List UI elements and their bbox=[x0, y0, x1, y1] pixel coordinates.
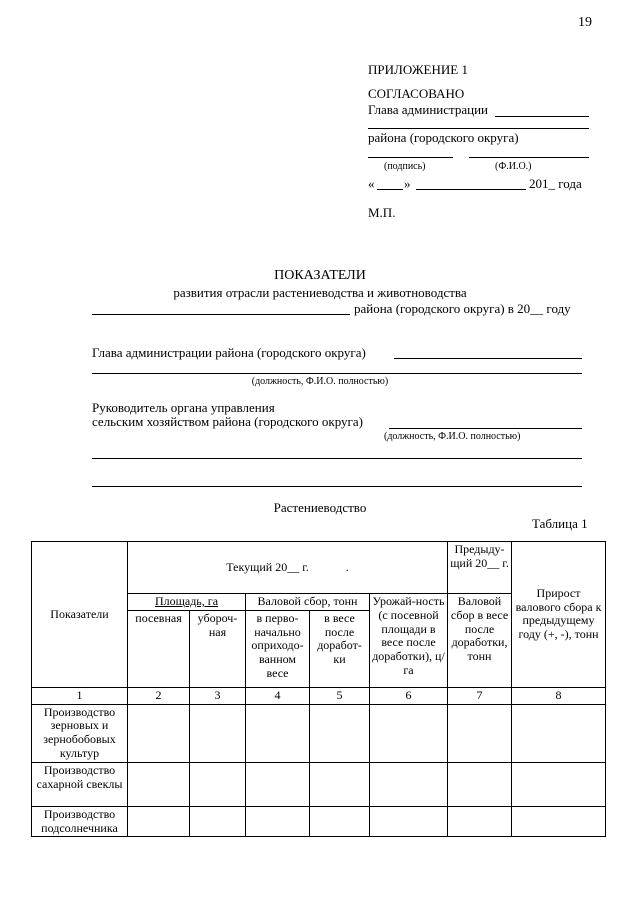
header-area-group: Площадь, га bbox=[128, 594, 246, 611]
table-cell[interactable] bbox=[370, 806, 448, 837]
col-number: 3 bbox=[190, 687, 246, 704]
col-number: 8 bbox=[512, 687, 606, 704]
table-cell[interactable] bbox=[128, 704, 190, 762]
agency-name-blank-3 bbox=[92, 486, 582, 487]
col-number: 6 bbox=[370, 687, 448, 704]
table-cell[interactable] bbox=[246, 762, 310, 806]
table-cell[interactable] bbox=[448, 762, 512, 806]
header-area-harvested: убороч-ная bbox=[190, 610, 246, 687]
district-year-label: района (городского округа) в 20__ году bbox=[354, 301, 571, 316]
date-day-blank bbox=[377, 189, 403, 190]
section-title: Растениеводство bbox=[273, 500, 367, 515]
table-row bbox=[32, 704, 606, 762]
table-cell[interactable] bbox=[128, 762, 190, 806]
table-cell[interactable] bbox=[512, 806, 606, 837]
col-number: 2 bbox=[128, 687, 190, 704]
table-cell[interactable] bbox=[448, 806, 512, 837]
head-name-blank bbox=[394, 358, 582, 359]
header-indicators: Показатели bbox=[32, 542, 128, 688]
table-cell[interactable] bbox=[128, 806, 190, 837]
page-number: 19 bbox=[578, 15, 592, 30]
district-label: района (городского округа) bbox=[368, 130, 519, 145]
table-cell[interactable] bbox=[512, 704, 606, 762]
header-yield: Урожай-ность (с посевной площади в весе после доработки), ц/га bbox=[370, 594, 448, 688]
position-caption-2: (должность, Ф.И.О. полностью) bbox=[384, 431, 521, 442]
date-close-quote: » bbox=[404, 176, 411, 191]
table-row bbox=[32, 762, 606, 806]
document-title: ПОКАЗАТЕЛИ bbox=[274, 268, 366, 283]
table-cell[interactable] bbox=[310, 704, 370, 762]
row-label-sunflower: Производство подсолнечника bbox=[32, 806, 128, 837]
signature-caption: (подпись) bbox=[384, 161, 426, 172]
table-cell[interactable] bbox=[246, 806, 310, 837]
fio-blank bbox=[469, 157, 589, 158]
head-admin-blank bbox=[495, 116, 589, 117]
table-cell[interactable] bbox=[310, 806, 370, 837]
row-label-sugar-beet: Производство сахарной свеклы bbox=[32, 762, 128, 806]
fio-caption: (Ф.И.О.) bbox=[495, 161, 532, 172]
table-cell[interactable] bbox=[370, 704, 448, 762]
table-cell[interactable] bbox=[512, 762, 606, 806]
date-month-blank bbox=[416, 189, 526, 190]
head-name-blank-2 bbox=[92, 373, 582, 374]
seal-label: М.П. bbox=[368, 205, 396, 220]
row-label-grain: Производство зерновых и зернобобовых культур bbox=[32, 704, 128, 762]
agency-name-blank-2 bbox=[92, 458, 582, 459]
header-gross-initial: в перво-начально оприходо-ванном весе bbox=[246, 610, 310, 687]
table-row bbox=[32, 806, 606, 837]
table-cell[interactable] bbox=[190, 806, 246, 837]
col-number: 5 bbox=[310, 687, 370, 704]
indicators-table bbox=[31, 541, 606, 837]
table-cell[interactable] bbox=[448, 704, 512, 762]
district-name-blank bbox=[92, 314, 350, 315]
header-current-year bbox=[128, 542, 448, 594]
document-subtitle: развития отрасли растениеводства и животноводства bbox=[173, 285, 467, 300]
table-cell[interactable] bbox=[370, 762, 448, 806]
current-year-label: Текущий 20__ г. bbox=[226, 559, 309, 574]
table-label: Таблица 1 bbox=[532, 516, 588, 531]
date-year-label: 201_ года bbox=[529, 176, 582, 191]
col-number: 7 bbox=[448, 687, 512, 704]
current-year-mark: . bbox=[345, 559, 349, 574]
table-cell[interactable] bbox=[246, 704, 310, 762]
col-number: 4 bbox=[246, 687, 310, 704]
header-prev-year: Предыду-щий 20__ г. bbox=[448, 542, 512, 594]
date-open-quote: « bbox=[368, 176, 375, 191]
head-admin-blank-2 bbox=[368, 128, 589, 129]
head-label: Глава администрации района (городского округа) bbox=[92, 345, 366, 360]
table-cell[interactable] bbox=[190, 704, 246, 762]
agency-label-line1: Руководитель органа управления bbox=[92, 400, 275, 415]
header-area-sown: посевная bbox=[128, 610, 190, 687]
header-prev-gross: Валовой сбор в весе после доработки, тонн bbox=[448, 594, 512, 688]
col-number: 1 bbox=[32, 687, 128, 704]
table-cell[interactable] bbox=[310, 762, 370, 806]
header-growth: Прирост валового сбора к предыдущему году (+, -), тонн bbox=[512, 542, 606, 688]
agency-name-blank bbox=[389, 428, 582, 429]
signature-blank bbox=[368, 157, 453, 158]
position-caption-1: (должность, Ф.И.О. полностью) bbox=[251, 376, 389, 387]
header-gross-group: Валовой сбор, тонн bbox=[246, 594, 370, 611]
table-cell[interactable] bbox=[190, 762, 246, 806]
appendix-label: ПРИЛОЖЕНИЕ 1 bbox=[368, 62, 468, 77]
head-admin-label: Глава администрации bbox=[368, 102, 489, 117]
header-gross-after: в весе после доработ-ки bbox=[310, 610, 370, 687]
agency-label-line2: сельским хозяйством района (городского округа) bbox=[92, 414, 363, 429]
agreed-label: СОГЛАСОВАНО bbox=[368, 86, 465, 101]
